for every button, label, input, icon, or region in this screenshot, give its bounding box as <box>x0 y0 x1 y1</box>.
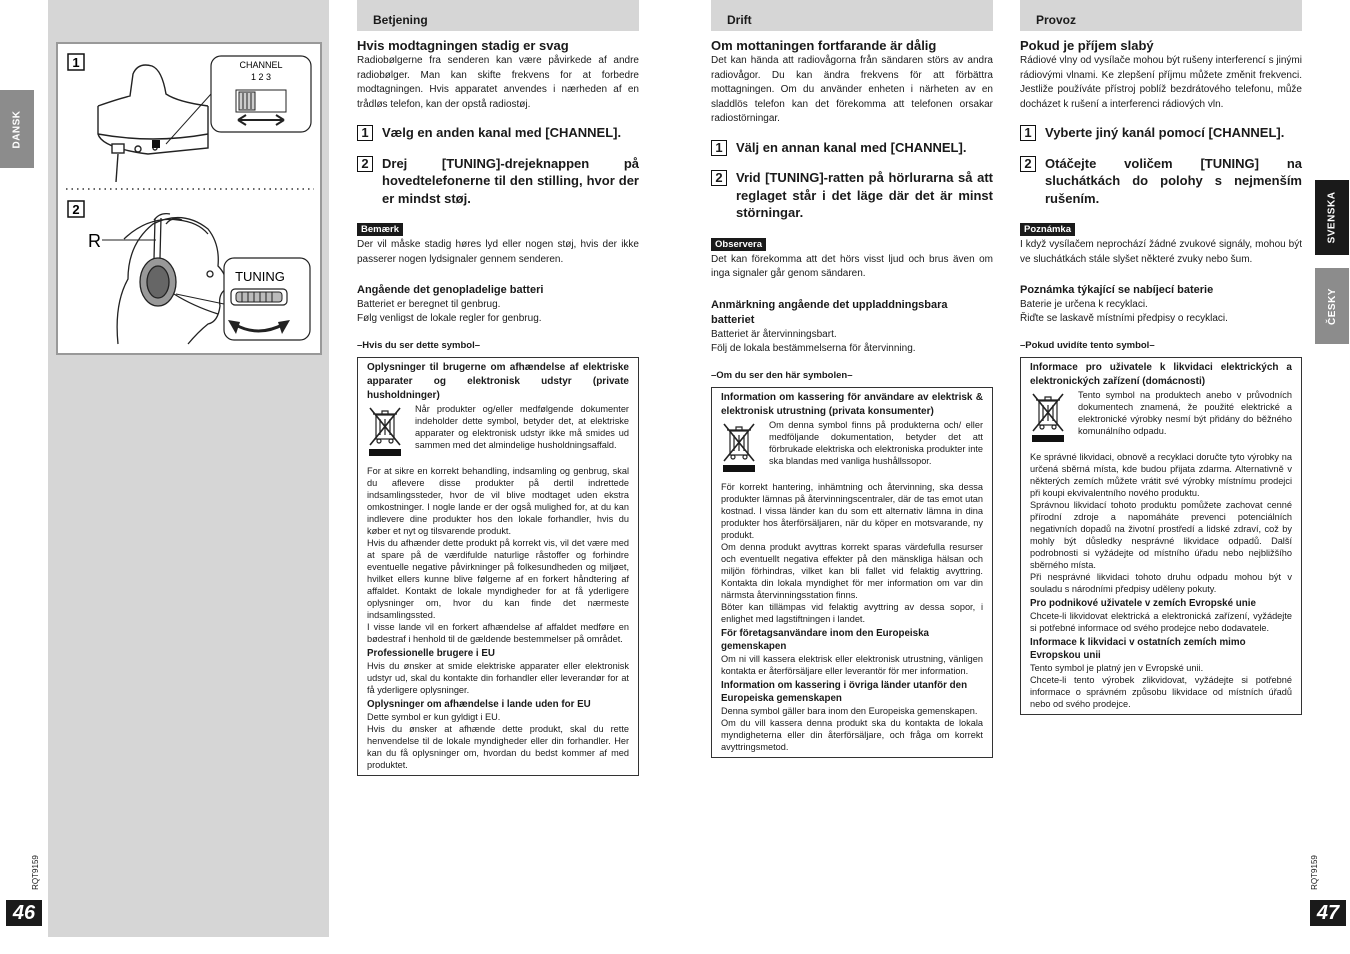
box-heading: Professionelle brugere i EU <box>367 648 495 659</box>
box-paragraph: Při nesprávné likvidaci tohoto druhu odpadu mohou být v souladu s národními předpisy uděleny pokuty. <box>1030 572 1292 594</box>
section-header: Provoz <box>1020 0 1302 31</box>
step-2 <box>711 169 993 222</box>
section-title: Pokud je příjem slabý <box>1020 38 1154 53</box>
symbol-line: –Pokud uvidíte tento symbol– <box>1020 340 1155 351</box>
section-header: Drift <box>711 0 993 31</box>
box-paragraph: Hvis du afhænder dette produkt på korrekt vis, vil det være med at spare på de værdifulde naturlige råstoffer og forhindre eventuelle negative påvirkninger på folkesundheden og miljøet, hvilket ellers kunne blive følgerne af en forkert håndtering af affaldet. Kontakt de lokale myndigheder for at få yderligere oplysninger om, hvor du kan finde det nærmeste indsamlingssted. <box>367 538 629 620</box>
box-heading: Informace k likvidaci v ostatních zemích mimo Evropskou unii <box>1030 637 1246 661</box>
right-ear-label: R <box>88 231 101 251</box>
box-heading: Oplysninger om afhændelse i lande uden for EU <box>367 699 591 710</box>
step-2 <box>357 155 639 208</box>
note-text: Der vil måske stadig høres lyd eller nogen støj, hvis der ikke passerer nogen lydsignaler gennem senderen. <box>357 239 639 265</box>
note-tag: Bemærk <box>357 223 403 236</box>
step-text: Otáčejte voličem [TUNING] na sluchátkách do polohy s nejmenším rušením. <box>1045 155 1302 206</box>
box-heading: Information om kassering i övriga länder utanför den Europeiska gemenskapen <box>721 679 968 704</box>
lang-tab-svenska: SVENSKA <box>1315 180 1349 255</box>
box-paragraph: Hvis du ønsker at afhænde dette produkt, skal du rette henvendelse til de lokale myndigheder eller din forhandler. Her kan du få oplysninger om, hvordan du bedst kommer af med produktet. <box>367 724 629 770</box>
page-number-left: 46 <box>6 900 42 926</box>
symbol-line: –Om du ser den här symbolen– <box>711 369 853 381</box>
step-2 <box>1020 155 1302 208</box>
section-title: Om mottaningen fortfarande är dålig <box>711 38 937 53</box>
doc-code-right: RQT9159 <box>1309 854 1319 890</box>
box-paragraph: Böter kan tillämpas vid felaktig avyttring av dessa sopor, i enlighet med lagstiftningen i landet. <box>721 601 983 624</box>
crossed-bin-icon <box>721 421 761 480</box>
tuning-dial-callout <box>176 258 310 340</box>
column-swedish <box>711 0 993 758</box>
box-title: Informace pro uživatele k likvidaci elektrických a elektronických zařízení (domácnosti) <box>1030 362 1292 387</box>
box-paragraph: För korrekt hantering, inhämtning och återvinning, ska dessa produkter lämnas på återvinningscentraler, där de tas emot utan kostnad. I vissa länder kan du som ett alternativ lämna in dina produkter hos återförsäljaren, när du köper en motsvarande, ny produkt. <box>721 481 983 540</box>
box-paragraph: Om du vill kassera denna produkt ska du kontakta de lokala myndigheterna eller din återförsäljare, och fråga om korrekt avyttringsmetod. <box>721 717 983 752</box>
disposal-info-box <box>1020 357 1302 715</box>
step-text: Vælg en anden kanal med [CHANNEL]. <box>382 125 622 140</box>
headphones-drawing <box>117 214 226 344</box>
lang-tab-cesky: ČESKY <box>1315 268 1349 344</box>
box-title: Oplysninger til brugerne om afhændelse af elektriske apparater og elektronisk udstyr (private husholdninger) <box>367 362 629 401</box>
note-text: I když vysílačem neprochází žádné zvukové signály, mohou být ve sluchátkách stále slyšet některé zvuky nebo šum. <box>1020 239 1302 265</box>
intro-text: Rádiové vlny od vysílače mohou být rušeny interferencí s jinými rádiovými vlnami. Ke zlepšení příjmu můžete změnit frekvenci. Jestliže používáte přístroj poblíž bezdrátového telefonu, může docházet k rušení a interferenci rádiových vln. <box>1020 55 1302 110</box>
box-paragraph: Om denna produkt avyttras korrekt sparas värdefulla resurser och eventuellt negativa effekter på den mänskliga hälsan och miljön förhindras, vilket kan bli fallet vid felaktig avyttring. Kontakta din lokala myndighet för mer information om var din närmsta återvinningsstation finns. <box>721 541 983 600</box>
step-1 <box>357 124 639 142</box>
step-1 <box>711 139 993 157</box>
product-figure <box>56 42 322 355</box>
figure-step2-label: 2 <box>72 202 80 217</box>
crossed-bin-icon <box>367 405 407 464</box>
step-text: Välj en annan kanal med [CHANNEL]. <box>736 139 967 155</box>
note-tag: Poznámka <box>1020 223 1075 236</box>
box-paragraph: Chcete-li likvidovat elektrická a elektronická zařízení, vyžádejte si potřebné informace od svého prodejce nebo dodavatele. <box>1030 611 1292 633</box>
step-number: 2 <box>1020 156 1036 172</box>
box-paragraph: Dette symbol er kun gyldigt i EU. <box>367 712 501 722</box>
box-paragraph: Når produkter og/eller medfølgende dokumenter indeholder dette symbol, betyder det, at elektriske apparater og elektronisk udstyr ikke må smides ud sammen med det almindelige husholdningsaffald. <box>415 404 629 450</box>
battery-text: Batteriet är återvinningsbart. Följ de lokala bestämmelserna för återvinning. <box>711 328 916 354</box>
box-paragraph: For at sikre en korrekt behandling, indsamling og genbrug, skal du aflevere disse produkter på dertil indrettede indsamlingssteder, hvor de vil blive modtaget uden ekstra omkostninger. I nogle lande er der også mulighed for, at du kan indlevere dine produkter hos den lokale forhandler, hvis du køber et nyt og tilsvarende produkt. <box>367 466 629 536</box>
channel-switch-callout <box>152 56 311 148</box>
transmitter-drawing <box>98 65 208 182</box>
channel-numbers: 1 2 3 <box>250 72 272 82</box>
column-danish <box>357 0 639 776</box>
disposal-info-box <box>357 357 639 776</box>
doc-code-left: RQT9159 <box>30 854 40 890</box>
note-tag: Observera <box>711 238 766 251</box>
box-paragraph: Hvis du ønsker at smide elektriske apparater eller elektronisk udstyr ud, skal du kontakte din forhandler eller leverandør for at få yderligere oplysninger. <box>367 661 629 695</box>
step-1 <box>1020 124 1302 142</box>
box-paragraph: Chcete-li tento výrobek zlikvidovat, vyžádejte si potřebné informace o správném způsobu likvidace od místních úřadů nebo od svého prodejce. <box>1030 675 1292 709</box>
battery-title: Angående det genopladelige batteri <box>357 284 544 296</box>
lang-tab-dansk: DANSK <box>0 90 34 168</box>
section-title: Hvis modtagningen stadig er svag <box>357 38 569 53</box>
battery-text: Batteriet er beregnet til genbrug. Følg venligst de lokale regler for genbrug. <box>357 299 542 324</box>
battery-text: Baterie je určena k recyklaci. Řiďte se laskavě místními předpisy o recyklaci. <box>1020 299 1228 324</box>
column-czech <box>1020 0 1302 715</box>
channel-label: CHANNEL <box>239 60 283 70</box>
box-heading: För företagsanvändare inom den Europeiska gemenskapen <box>721 627 929 652</box>
box-paragraph: Ke správné likvidaci, obnově a recyklaci doručte tyto výrobky na určená sběrná místa, kde budou přijata zdarma. Alternativně v některých zemích můžete vrátit své výrobky místnímu prodejci při koupi ekvivalentního nového produktu. <box>1030 452 1292 498</box>
box-heading: Pro podnikové uživatele v zemích Evropské unie <box>1030 598 1256 609</box>
symbol-line: –Hvis du ser dette symbol– <box>357 340 481 351</box>
section-header: Betjening <box>357 0 639 31</box>
box-paragraph: Om ni vill kassera elektrisk eller elektronisk utrustning, vänligen kontakta er återförsäljare eller leverantör för mer information. <box>721 653 983 676</box>
intro-text: Radiobølgerne fra senderen kan være påvirkede af andre radiobølger. Man kan skifte frekvens for at forbedre modtagningen. Hvis apparatet anvendes i nærheden af en trådløs telefon, kan der opstå radiostøj. <box>357 55 639 110</box>
battery-title: Poznámka týkající se nabíjecí baterie <box>1020 284 1214 296</box>
step-number: 2 <box>357 156 373 172</box>
box-paragraph: I visse lande vil en forkert afhændelse af affaldet medføre en bødestraf i henhold til de gældende bestemmelser på området. <box>367 622 629 644</box>
page-number-right: 47 <box>1310 900 1346 926</box>
step-number: 2 <box>711 170 727 186</box>
box-paragraph: Denna symbol gäller bara inom den Europeiska gemenskapen. <box>721 705 978 716</box>
box-paragraph: Om denna symbol finns på produkterna och/ eller medföljande dokumentation, betyder det att förbrukade elektriska och elektroniska produkter inte ska blandas med vanliga hushållssopor. <box>769 419 983 466</box>
box-paragraph: Tento symbol na produktech anebo v průvodních dokumentech znamená, že použité elektrické a elektronické výrobky nesmí být přidány do běžného komunálního odpadu. <box>1078 390 1292 436</box>
step-number: 1 <box>1020 125 1036 141</box>
box-paragraph: Správnou likvidací tohoto produktu pomůžete zachovat cenné přírodní zdroje a napomáháte prevenci potenciálních negativních dopadů na životní prostředí a lidské zdraví, což by mohly být důsledky nesprávné likvidace odpadů. Další podrobnosti si vyžádejte od místního úřadu nebo nejbližšího sběrného místa. <box>1030 500 1292 570</box>
step-text: Vyberte jiný kanál pomocí [CHANNEL]. <box>1045 125 1285 140</box>
step-number: 1 <box>357 125 373 141</box>
intro-text: Det kan hända att radiovågorna från sändaren störs av andra radiovågor. Du kan ändra frekvens för att förbättra mottagningen. Om du använder enheten i närheten av en sladdlös telefon kan det förekomma att telefonen orsakar radiostörningar. <box>711 55 993 124</box>
box-title: Information om kassering för användare av elektrisk & elektronisk utrustning (privata konsumenter) <box>721 391 983 417</box>
note-text: Det kan förekomma att det hörs visst ljud och brus även om inga signaler går genom sändaren. <box>711 253 993 279</box>
step-number: 1 <box>711 140 727 156</box>
step-text: Vrid [TUNING]-ratten på hörlurarna så att reglaget står i det läge där det är minst störningar. <box>736 170 993 220</box>
crossed-bin-icon <box>1030 391 1070 450</box>
figure-step1-label: 1 <box>72 55 80 70</box>
step-text: Drej [TUNING]-drejeknappen på hovedtelefonerne til den stilling, hvor der er mindst støj. <box>382 155 639 206</box>
box-paragraph: Tento symbol je platný jen v Evropské unii. <box>1030 663 1204 673</box>
battery-title: Anmärkning angående det uppladdningsbara batteriet <box>711 298 948 326</box>
disposal-info-box <box>711 387 993 758</box>
tuning-label: TUNING <box>235 269 285 284</box>
